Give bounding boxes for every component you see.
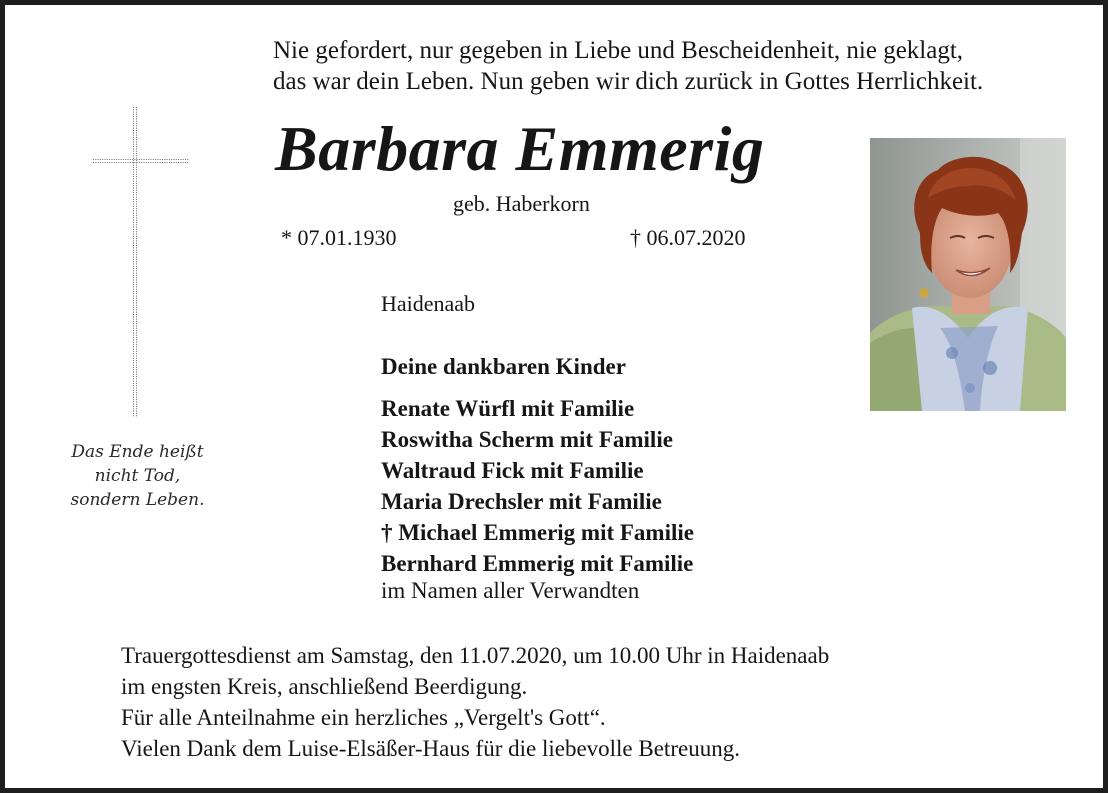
maiden-name: geb. Haberkorn [453,191,590,216]
mourner-entry: Bernhard Emmerig mit Familie [381,551,694,576]
place: Haidenaab [381,291,476,316]
relatives-line: im Namen aller Verwandten [381,578,640,603]
mourner-entry: Renate Würfl mit Familie [381,396,635,421]
mourner-entry: Waltraud Fick mit Familie [381,458,644,483]
service-line: Für alle Anteilnahme ein herzliches „Vergelt's Gott“. [121,705,606,730]
verse-line: Nie gefordert, nur gegeben in Liebe und Bescheidenheit, nie geklagt, [273,37,964,64]
quote-line: nicht Tod, [94,466,181,486]
service-line: im engsten Kreis, anschließend Beerdigung. [121,674,528,699]
verse [273,35,983,97]
mourner-entry: Roswitha Scherm mit Familie [381,427,673,452]
quote [45,440,230,512]
mourners-list [381,393,694,579]
mourners-heading: Deine dankbaren Kinder [381,354,626,379]
service-info [121,640,829,764]
service-line: Trauergottesdienst am Samstag, den 11.07.2020, um 10.00 Uhr in Haidenaab [121,643,830,668]
deceased-name: Barbara Emmerig [275,113,765,184]
mourner-entry: † Michael Emmerig mit Familie [381,520,694,545]
portrait-photo [870,138,1066,411]
mourner-entry: Maria Drechsler mit Familie [381,489,662,514]
birth-date: * 07.01.1930 [281,225,397,250]
service-line: Vielen Dank dem Luise-Elsäßer-Haus für die liebevolle Betreuung. [121,736,740,761]
cross-icon [91,105,191,419]
verse-line: das war dein Leben. Nun geben wir dich zurück in Gottes Herrlichkeit. [273,68,984,95]
quote-line: Das Ende heißt [71,442,204,462]
death-date: † 06.07.2020 [630,225,746,250]
quote-line: sondern Leben. [70,490,205,510]
